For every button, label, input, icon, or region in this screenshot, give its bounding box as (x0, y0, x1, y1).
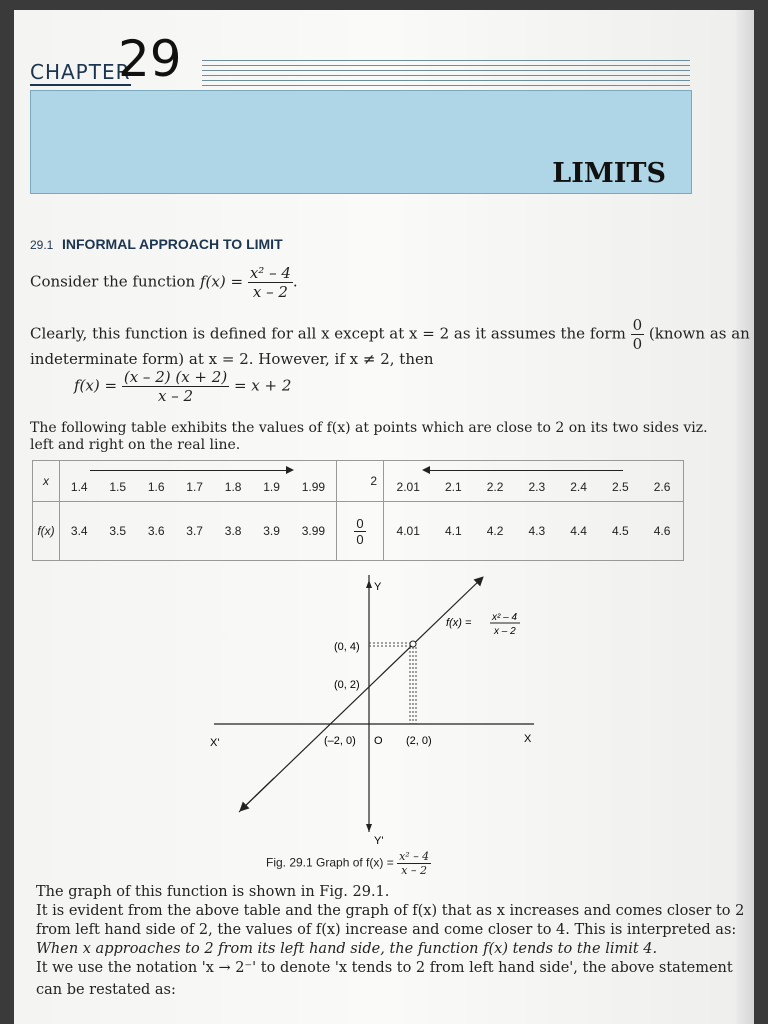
table-cell: 4.6 (653, 524, 671, 538)
paragraph-2: It is evident from the above table and the graph of f(x) that as x increases and comes closer to 2 (36, 903, 745, 919)
mid-x-cell: 2 (337, 461, 384, 502)
point-m2-0: (–2, 0) (324, 735, 356, 747)
section-number: 29.1 (30, 238, 54, 252)
intro-text: Consider the function (30, 272, 196, 291)
intro-fx: f(x) = (200, 272, 244, 291)
intro-fraction (248, 264, 293, 301)
hole-point (410, 641, 416, 647)
form-text-end: (known as an (648, 324, 750, 343)
table-cell: 1.6 (147, 480, 165, 494)
guide-lines (369, 643, 416, 724)
y-axis-arrow (366, 580, 372, 588)
point-0-2: (0, 2) (334, 679, 360, 691)
y-label: Y (374, 581, 382, 593)
table-cell: 2.1 (444, 480, 462, 494)
header-rule (202, 85, 690, 86)
table-row (33, 502, 684, 561)
function-line-lower-arrow (241, 778, 274, 810)
paragraph-4: When x approaches to 2 from its left hand side, the function f(x) tends to the limit 4. (36, 941, 658, 957)
fraction-numerator: 0 (356, 515, 364, 531)
table-cell: 1.5 (109, 480, 127, 494)
table-intro-1: The following table exhibits the values of f(x) at points which are close to 2 on its two sides viz. (30, 420, 708, 436)
fraction-numerator: x² – 4 (399, 850, 430, 863)
equation-lhs: f(x) = (74, 376, 118, 395)
function-graph (194, 570, 554, 850)
table-cell: 3.8 (224, 524, 242, 538)
left-f-values (60, 524, 336, 538)
table-cell: 3.4 (70, 524, 88, 538)
table-cell: 2.6 (653, 480, 671, 494)
table-cell: 4.1 (444, 524, 462, 538)
fraction-denominator: 0 (356, 531, 364, 547)
table-cell: 2.2 (486, 480, 504, 494)
mid-fraction (354, 516, 365, 547)
y-neg-axis-arrow (366, 824, 372, 832)
table-cell: 4.01 (396, 524, 420, 538)
table-cell: 4.2 (486, 524, 504, 538)
left-x-cell (60, 461, 337, 502)
indeterminate-line: indeterminate form) at x = 2. However, if x ≠ 2, then (30, 350, 434, 368)
header-rule (202, 70, 690, 71)
intro-line: Consider the function f(x) = $\frac{\text{x² – 4}}{x - 2}$ . (30, 264, 298, 301)
chapter-label: CHAPTER (30, 60, 131, 84)
table-cell: 1.8 (224, 480, 242, 494)
textbook-page (14, 10, 754, 1024)
fraction-numerator: 0 (632, 316, 643, 334)
mid-f-cell (337, 502, 384, 561)
table-cell: 3.7 (186, 524, 203, 538)
equation-fraction (122, 368, 229, 405)
table-cell: 2.5 (611, 480, 629, 494)
row-label-x: x (33, 461, 60, 502)
x-neg-label: X' (210, 737, 220, 749)
paragraph-3: from left hand side of 2, the values of f(x) increase and come closer to 4. This is interpreted as: (36, 922, 737, 938)
table-intro-2: left and right on the real line. (30, 437, 241, 453)
x-label: X (524, 733, 532, 745)
right-x-cell (384, 461, 684, 502)
right-f-values (384, 524, 683, 538)
figure-caption (266, 850, 431, 877)
point-0-4: (0, 4) (334, 641, 360, 653)
left-f-cell (60, 502, 337, 561)
row-label-fx: f(x) (33, 502, 60, 561)
section-title: INFORMAL APPROACH TO LIMIT (62, 236, 283, 252)
fraction-numerator: x² – 4 (249, 264, 291, 282)
y-neg-label: Y' (374, 835, 384, 847)
form-text: Clearly, this function is defined for all x except at x = 2 as it assumes the form (30, 324, 626, 343)
equation-rhs: = x + 2 (233, 376, 292, 395)
fraction-denominator: x – 2 (157, 387, 194, 405)
table-cell: 1.9 (263, 480, 280, 494)
table-cell: 2.01 (396, 480, 420, 494)
header-rule (202, 75, 690, 76)
table-cell: 1.4 (70, 480, 88, 494)
form-line (30, 316, 750, 353)
page-spine (736, 10, 754, 1024)
table-cell: 2.3 (528, 480, 546, 494)
table-cell: 3.9 (263, 524, 280, 538)
header-rule (202, 60, 690, 61)
caption-text: Fig. 29.1 Graph of f(x) = (266, 855, 394, 870)
table-cell: 1.7 (186, 480, 203, 494)
function-label-numerator: x² – 4 (492, 612, 518, 623)
values-table (32, 460, 684, 561)
origin-label: O (374, 735, 383, 747)
fraction-denominator: 0 (632, 335, 643, 353)
header-rule (202, 80, 690, 81)
left-x-values (60, 468, 336, 494)
fraction-denominator: x – 2 (252, 283, 288, 301)
header-rule (202, 65, 690, 66)
fraction-numerator: (x – 2) (x + 2) (123, 368, 228, 386)
table-cell: 3.5 (109, 524, 127, 538)
table-row (33, 461, 684, 502)
chapter-number: 29 (118, 30, 182, 88)
function-line (239, 578, 482, 812)
left-arrow (430, 470, 623, 471)
paragraph-5: It we use the notation 'x → 2⁻' to denote 'x tends to 2 from left hand side', the above statement (36, 960, 733, 976)
fraction-denominator: x – 2 (401, 864, 427, 877)
right-f-cell (384, 502, 684, 561)
table-cell: 2.4 (570, 480, 587, 494)
point-2-0: (2, 0) (406, 735, 432, 747)
paragraph-6: can be restated as: (36, 982, 176, 998)
simplified-equation (74, 368, 291, 405)
right-arrow (90, 470, 290, 471)
paragraph-1: The graph of this function is shown in Fig. 29.1. (36, 884, 390, 900)
chapter-title: LIMITS (552, 158, 666, 189)
table-cell: 3.6 (147, 524, 165, 538)
arrow-head (422, 466, 430, 474)
function-label-denominator: x – 2 (494, 626, 516, 637)
table-cell: 4.5 (611, 524, 629, 538)
arrow-head (286, 466, 294, 474)
caption-fraction (397, 850, 431, 877)
table-cell: 4.4 (570, 524, 587, 538)
table-cell: 3.99 (301, 524, 326, 538)
table-cell: 4.3 (528, 524, 546, 538)
table-cell: 1.99 (301, 480, 326, 494)
form-fraction (631, 316, 645, 353)
function-label: f(x) = (446, 617, 472, 629)
